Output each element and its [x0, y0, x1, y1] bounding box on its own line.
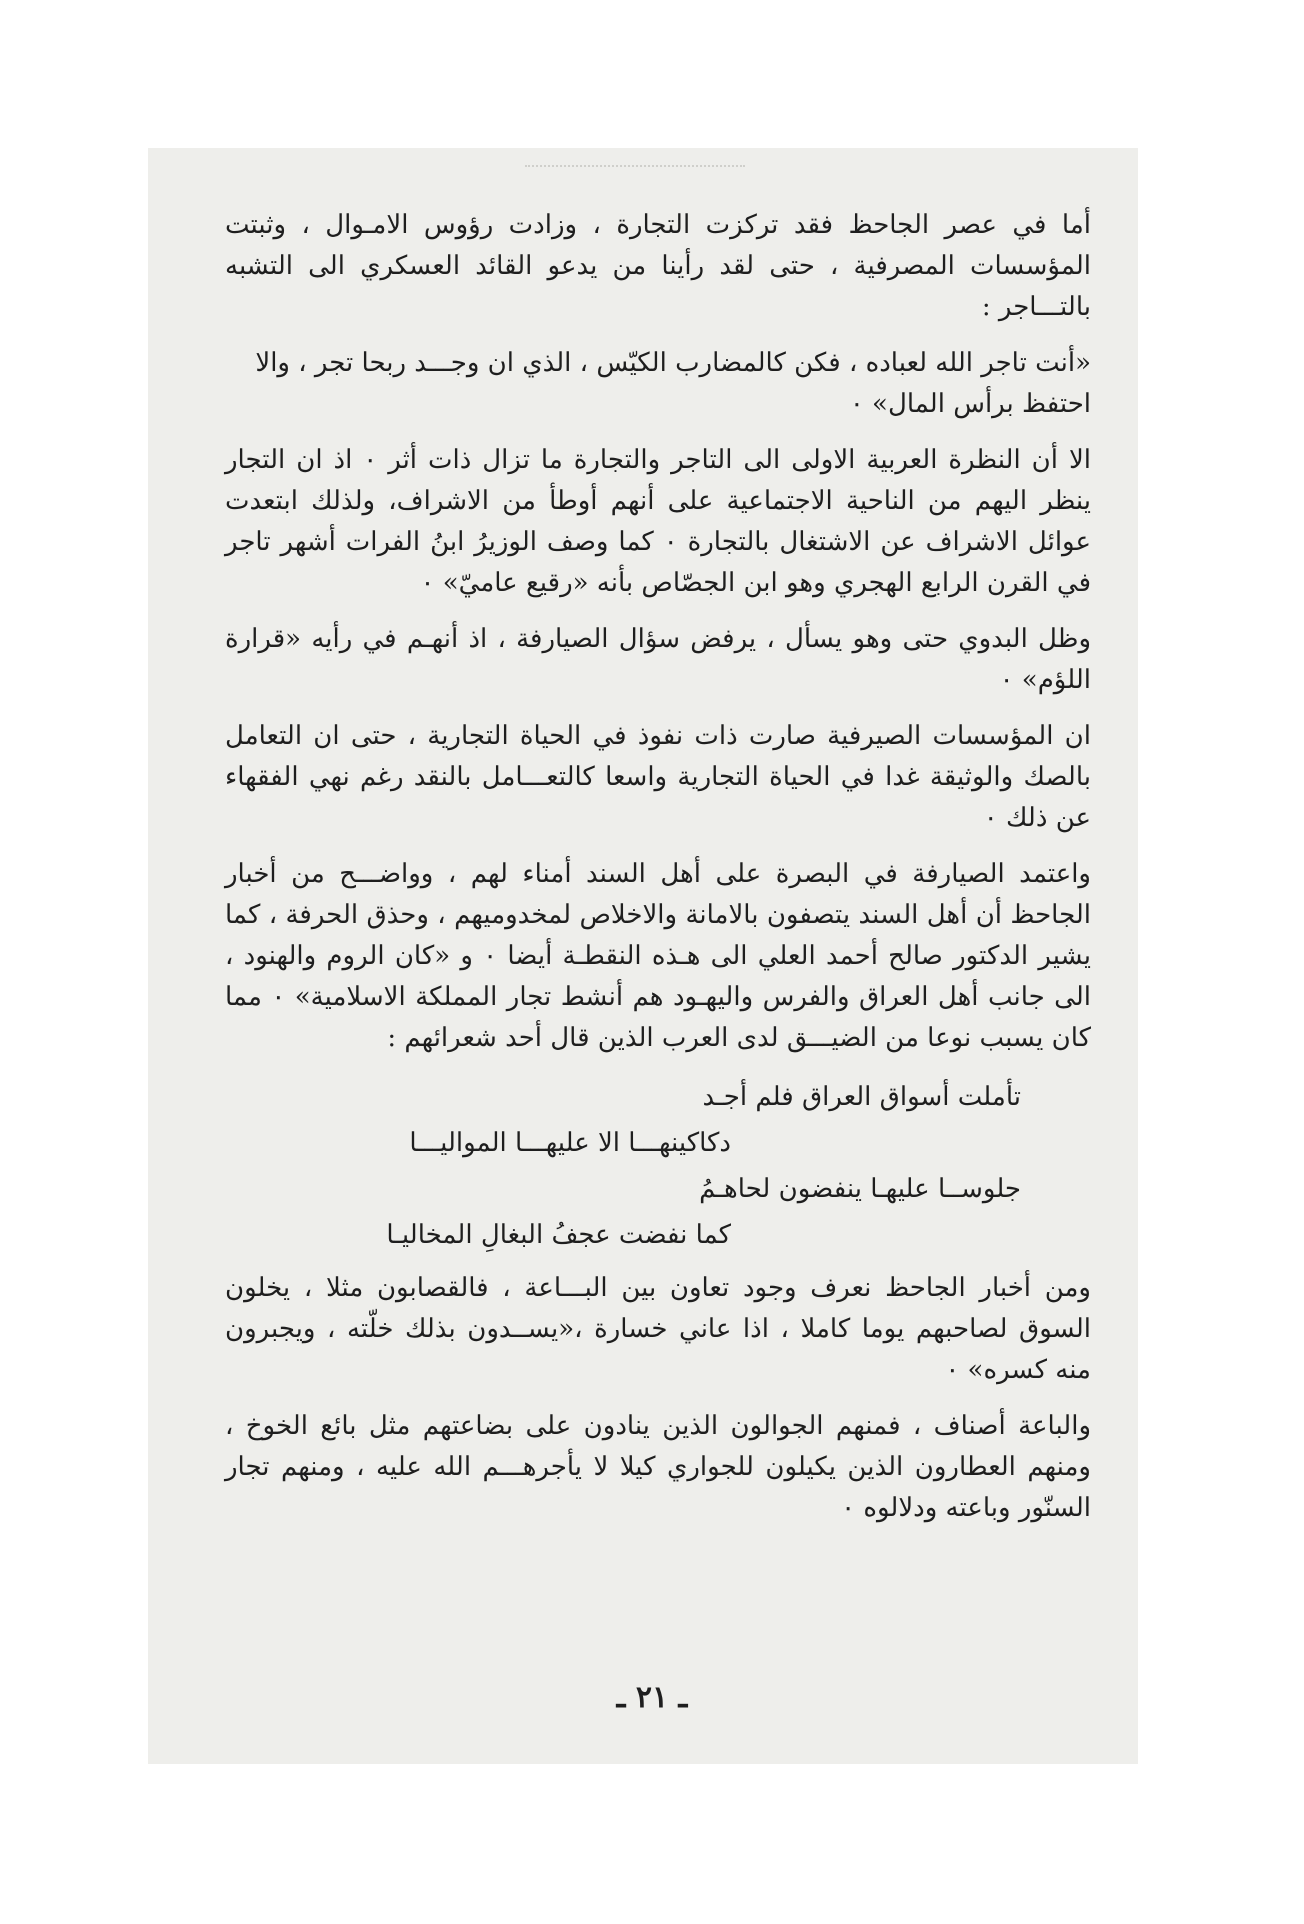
- paragraph-6: ومن أخبار الجاحظ نعرف وجود تعاون بين البـــاعة ، فالقصابون مثلا ، يخلون السوق لصاحبهم يوما كاملا ، اذا عاني خسارة ،«يســدون بذلك خلّته ، ويجبرون منه كسره» ٠: [225, 1273, 1091, 1385]
- poem-verse-1b: دكاكينهـــا الا عليهـــا المواليـــا: [409, 1128, 731, 1158]
- poem-verse-1a: تأملت أسواق العراق فلم أجـد: [702, 1082, 1021, 1112]
- poem-block: [225, 1074, 1091, 1258]
- paragraph-2: الا أن النظرة العربية الاولى الى التاجر والتجارة ما تزال ذات أثر ٠ اذ ان التجار ينظر اليهم من الناحية الاجتماعية على أنهم أوطأ من الاشراف، ولذلك ابتعدت عوائل الاشراف عن الاشتغال بالتجارة ٠ كما وصف الوزيرُ ابنُ الفرات أشهر تاجر في القرن الرابع الهجري وهو ابن الجصّاص بأنه «رقيع عاميّ» ٠: [225, 445, 1091, 598]
- paragraph-1: أما في عصر الجاحظ فقد تركزت التجارة ، وزادت رؤوس الامـوال ، وثبتت المؤسسات المصرفية ، حتى لقد رأينا من يدعو القائد العسكري الى التشبه بالتـــاجر :: [225, 210, 1091, 322]
- paragraph-3: وظل البدوي حتى وهو يسأل ، يرفض سؤال الصيارفة ، اذ أنهـم في رأيه «قرارة اللؤم» ٠: [225, 624, 1091, 695]
- faint-running-header: [525, 165, 745, 177]
- paragraph-4: ان المؤسسات الصيرفية صارت ذات نفوذ في الحياة التجارية ، حتى ان التعامل بالصك والوثيقة غدا في الحياة التجارية واسعا كالتعـــامل بالنقد رغم نهي الفقهاء عن ذلك ٠: [225, 721, 1091, 833]
- paragraph-7: والباعة أصناف ، فمنهم الجوالون الذين ينادون على بضاعتهم مثل بائع الخوخ ، ومنهم العطارون الذين يكيلون للجواري كيلا لا يأجرهـــم الله عليه ، ومنهم تجار السنّور وباعته ودلالوه ٠: [225, 1411, 1091, 1523]
- quotation-1: «أنت تاجر الله لعباده ، فكن كالمضارب الكيّس ، الذي ان وجـــد ربحا تجر ، والا احتفظ برأس المال» ٠: [255, 348, 1091, 419]
- page-number: ـ ٢١ ـ: [616, 1680, 688, 1715]
- page-body: [225, 205, 1091, 1544]
- poem-verse-2a: جلوســا عليهـا ينفضون لحاهـمُ: [699, 1174, 1021, 1204]
- poem-verse-2b: كما نفضت عجفُ البغالِ المخاليـا: [386, 1220, 731, 1250]
- paragraph-5: واعتمد الصيارفة في البصرة على أهل السند أمناء لهم ، وواضـــح من أخبار الجاحظ أن أهل السند يتصفون بالامانة والاخلاص لمخدوميهم ، وحذق الحرفة ، كما يشير الدكتور صالح أحمد العلي الى هـذه النقطـة أيضا ٠ و «كان الروم والهنود ، الى جانب أهل العراق والفرس واليهـود هم أنشط تجار المملكة الاسلامية» ٠ مما كان يسبب نوعا من الضيـــق لدى العرب الذين قال أحد شعرائهم :: [225, 859, 1091, 1053]
